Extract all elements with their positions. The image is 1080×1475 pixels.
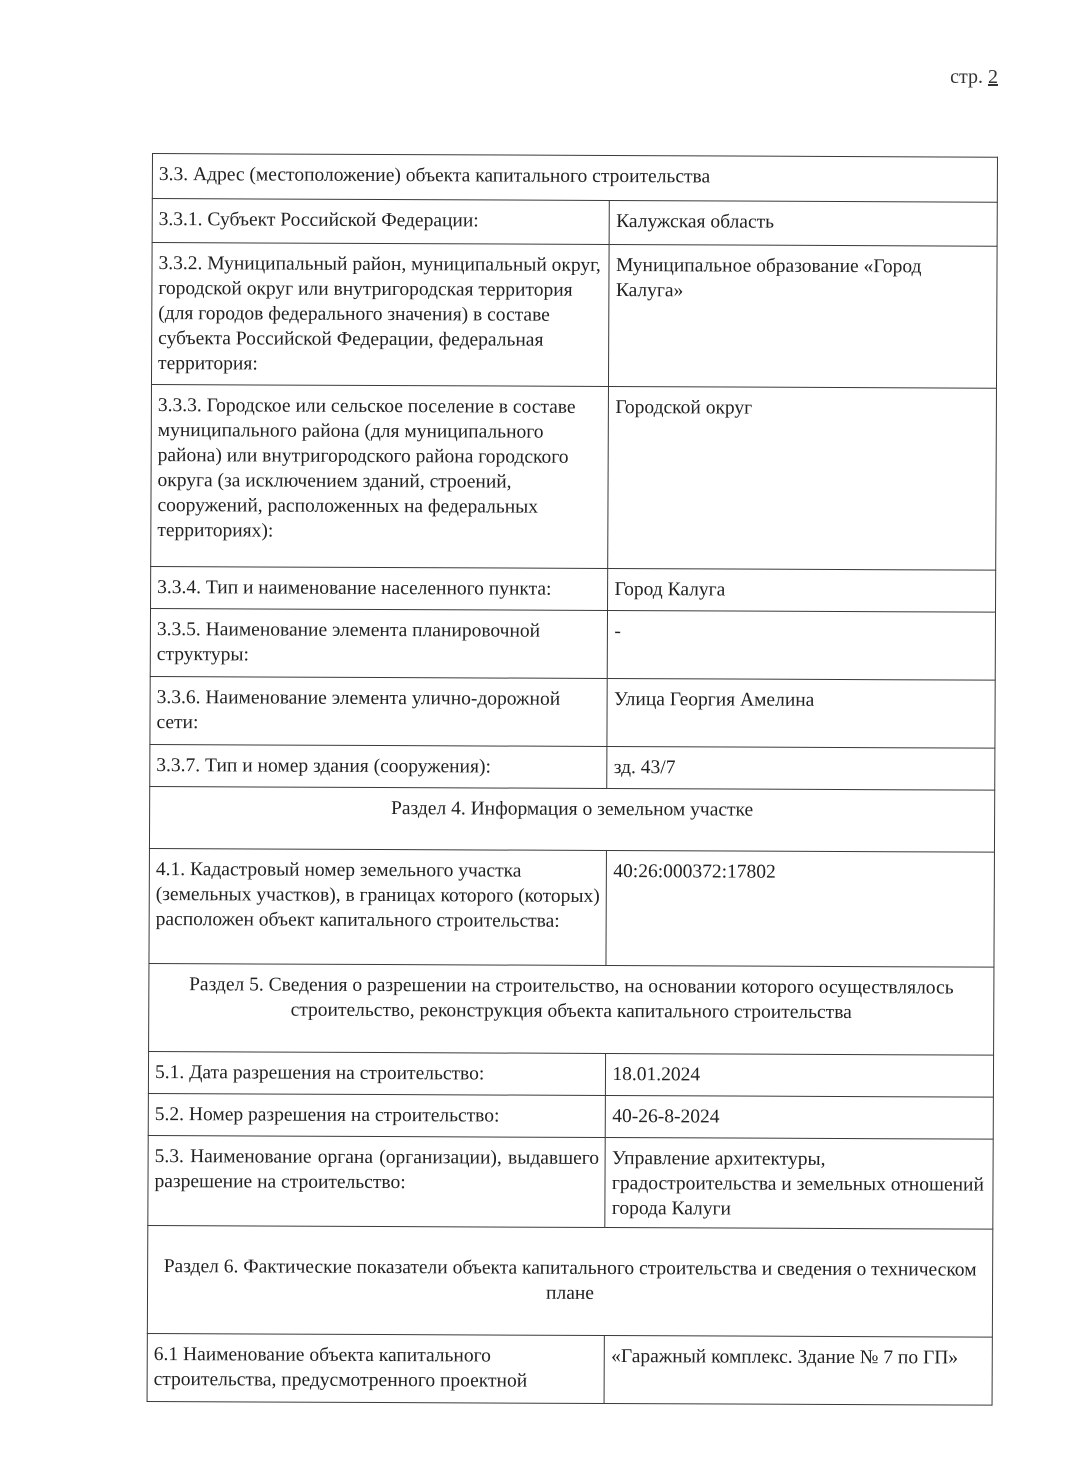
table-row — [150, 608, 995, 680]
address-header: 3.3. Адрес (местоположение) объекта капитального строительства — [152, 154, 997, 203]
row-label: 5.3. Наименование органа (организации), выдавшего разрешение на строительство: — [148, 1135, 606, 1227]
row-label: 4.1. Кадастровый номер земельного участка (земельных участков), в границах которого (которых) расположен объект капитального строительства: — [149, 848, 607, 965]
row-value: Калужская область — [610, 200, 998, 246]
row-label: 5.1. Дата разрешения на строительство: — [148, 1051, 606, 1095]
row-value: 40-26-8-2024 — [606, 1095, 994, 1139]
row-value: Муниципальное образование «Город Калуга» — [609, 244, 997, 388]
row-value: Улица Георгия Амелина — [607, 678, 995, 748]
table-row — [151, 384, 997, 570]
row-value: «Гаражный комплекс. Здание № 7 по ГП» — [605, 1335, 993, 1405]
row-value: 40:26:000372:17802 — [606, 850, 994, 967]
table-row — [151, 566, 996, 612]
table-row — [148, 1051, 993, 1097]
row-label: 3.3.6. Наименование элемента улично-дорожной сети: — [150, 676, 608, 746]
table-row — [150, 744, 995, 790]
row-value: зд. 43/7 — [607, 746, 995, 790]
section-6-title: Раздел 6. Фактические показатели объекта капитального строительства и сведения о техническом плане — [147, 1225, 992, 1337]
row-label: 3.3.2. Муниципальный район, муниципальный округ, городской округ или внутригородская территория (для городов федерального значения) в составе субъекта Российской Федерации, федеральная территория: — [151, 243, 609, 387]
row-value: - — [608, 610, 996, 680]
table-row — [147, 1333, 992, 1405]
section-4-header-row — [149, 786, 994, 852]
page-number-value: 2 — [988, 66, 998, 88]
page-number-label: стр. — [950, 66, 983, 88]
row-label: 3.3.3. Городское или сельское поселение в составе муниципального района (для муниципального района) или внутригородского района городского округа (за исключением зданий, строений, сооружений, расположенных на федеральных территориях): — [151, 384, 609, 568]
table-row — [148, 1135, 993, 1229]
row-value: Город Калуга — [608, 568, 996, 612]
section-4-title: Раздел 4. Информация о земельном участке — [149, 786, 994, 852]
row-label: 6.1 Наименование объекта капитального строительства, предусмотренного проектной — [147, 1333, 605, 1403]
table-row — [150, 676, 995, 748]
row-value: Управление архитектуры, градостроительства и земельных отношений города Калуги — [605, 1137, 993, 1229]
section-5-title: Раздел 5. Сведения о разрешении на строительство, на основании которого осуществлялось строительство, реконструкция объекта капитального строительства — [149, 963, 994, 1055]
table-row — [148, 1093, 993, 1139]
row-value: 18.01.2024 — [606, 1053, 994, 1097]
section-6-header-row — [147, 1225, 992, 1337]
row-label: 5.2. Номер разрешения на строительство: — [148, 1093, 606, 1137]
row-value: Городской округ — [608, 386, 996, 570]
document-table — [147, 153, 998, 1406]
table-row — [151, 243, 997, 389]
row-label: 3.3.7. Тип и номер здания (сооружения): — [150, 744, 608, 788]
table-row — [149, 848, 994, 967]
section-5-header-row — [149, 963, 994, 1055]
row-label: 3.3.4. Тип и наименование населенного пункта: — [151, 566, 609, 610]
row-label: 3.3.1. Субъект Российской Федерации: — [152, 199, 610, 245]
page-number — [950, 66, 998, 89]
row-label: 3.3.5. Наименование элемента планировочной структуры: — [150, 608, 608, 678]
table-row — [152, 199, 997, 247]
address-header-row — [152, 154, 997, 203]
